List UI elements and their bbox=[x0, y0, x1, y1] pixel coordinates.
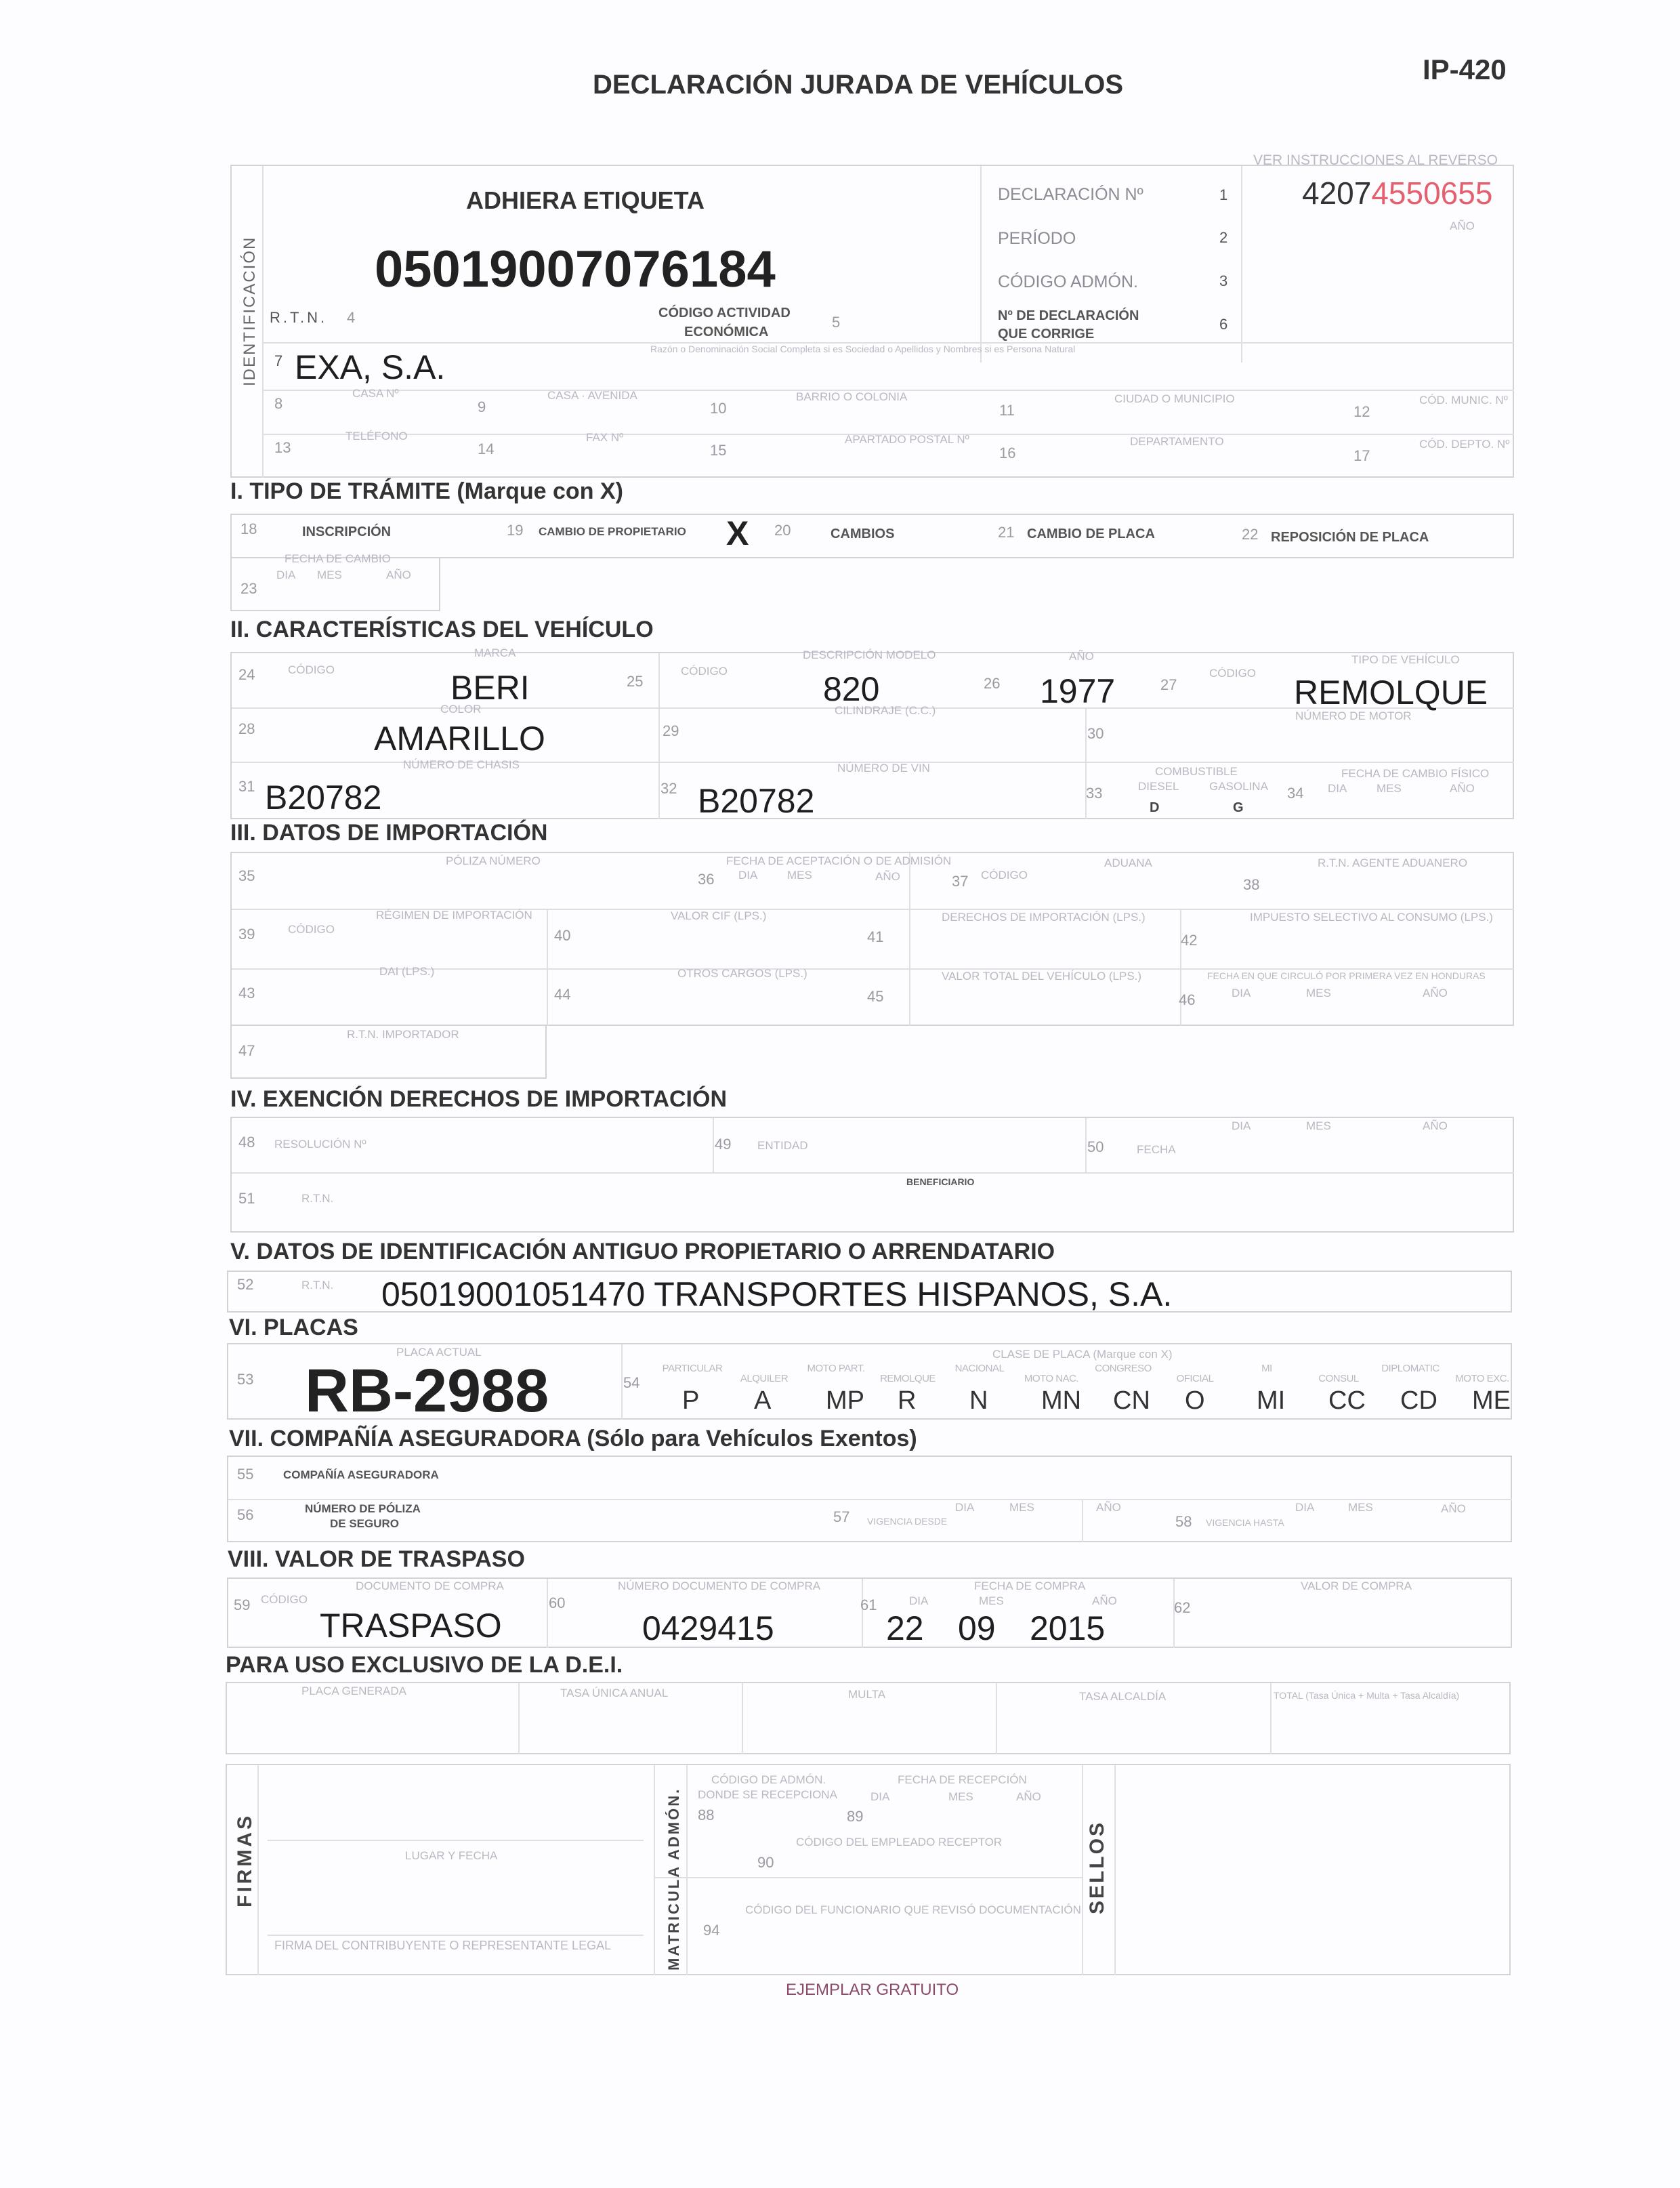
field-label: PÓLIZA NÚMERO bbox=[446, 854, 541, 867]
field-label: FECHA DE CAMBIO bbox=[285, 552, 391, 565]
field-number: 47 bbox=[238, 1042, 255, 1059]
field-number: 94 bbox=[703, 1922, 720, 1939]
field-number: 55 bbox=[237, 1466, 254, 1483]
field-label: DERECHOS DE IMPORTACIÓN (LPS.) bbox=[942, 911, 1146, 924]
free-copy-note: EJEMPLAR GRATUITO bbox=[786, 1981, 959, 1999]
field-label: DEPARTAMENTO bbox=[1130, 435, 1224, 448]
field-label: VIGENCIA DESDE bbox=[867, 1516, 948, 1527]
field-number: 89 bbox=[847, 1808, 864, 1825]
column-label: TOTAL (Tasa Única + Multa + Tasa Alcaldía) bbox=[1274, 1690, 1460, 1701]
field-number: 23 bbox=[240, 580, 257, 597]
year-label: AÑO bbox=[1423, 987, 1448, 999]
field-number: 7 bbox=[274, 352, 283, 369]
plate-type-option[interactable]: CD bbox=[1400, 1386, 1437, 1415]
selected-mark: X bbox=[726, 514, 749, 552]
vehicle-year: 1977 bbox=[1040, 672, 1116, 710]
signatures-side-label: FIRMAS bbox=[234, 1813, 256, 1907]
day-label: DIA bbox=[738, 869, 758, 882]
field-number: 4 bbox=[347, 309, 356, 326]
field-label: FECHA EN QUE CIRCULÓ POR PRIMERA VEZ EN HONDURAS bbox=[1207, 970, 1486, 981]
field-label: CÓD. MUNIC. Nº bbox=[1419, 394, 1508, 407]
field-number: 56 bbox=[237, 1506, 254, 1523]
vin-number: B20782 bbox=[698, 782, 815, 820]
field-label: ENTIDAD bbox=[757, 1139, 808, 1152]
field-label: MARCA bbox=[474, 646, 516, 659]
plate-type-label: REMOLQUE bbox=[880, 1373, 936, 1384]
stamps-side-label: SELLOS bbox=[1086, 1820, 1108, 1914]
plate-type-option[interactable]: CN bbox=[1113, 1386, 1150, 1415]
field-number: 32 bbox=[660, 780, 677, 797]
field-label: NÚMERO DOCUMENTO DE COMPRA bbox=[618, 1580, 821, 1592]
field-number: 33 bbox=[1086, 785, 1103, 802]
field-number: 5 bbox=[832, 314, 841, 331]
field-number: 42 bbox=[1181, 932, 1198, 949]
day-label: DIA bbox=[909, 1594, 929, 1607]
exemption-section bbox=[230, 1117, 1514, 1233]
identification-section bbox=[230, 165, 1514, 478]
field-label: FAX Nº bbox=[586, 431, 624, 444]
field-number: 29 bbox=[663, 722, 679, 739]
field-number: 16 bbox=[999, 445, 1016, 461]
field-label: RÉGIMEN DE IMPORTACIÓN bbox=[376, 909, 532, 922]
field-label: VALOR DE COMPRA bbox=[1301, 1580, 1412, 1592]
field-label: FECHA DE RECEPCIÓN bbox=[898, 1773, 1027, 1786]
field-label: NÚMERO DE MOTOR bbox=[1295, 709, 1412, 722]
column-label: TASA ÚNICA ANUAL bbox=[560, 1687, 669, 1699]
plate-type-option[interactable]: O bbox=[1185, 1386, 1205, 1415]
activity-label-1: CÓDIGO ACTIVIDAD bbox=[658, 306, 791, 321]
field-number: 19 bbox=[507, 522, 524, 539]
day-label: DIA bbox=[870, 1790, 890, 1803]
field-number: 58 bbox=[1175, 1513, 1192, 1530]
field-label: DESCRIPCIÓN MODELO bbox=[803, 648, 936, 661]
plate-type-option[interactable]: MP bbox=[826, 1386, 864, 1415]
sticker-value: 05019007076184 bbox=[375, 241, 776, 298]
field-label: CÓDIGO bbox=[1209, 667, 1256, 680]
month-label: MES bbox=[1306, 1119, 1331, 1132]
field-label: AÑO bbox=[1069, 650, 1094, 663]
field-label: DOCUMENTO DE COMPRA bbox=[356, 1580, 504, 1592]
field-number: 49 bbox=[715, 1136, 732, 1153]
month-label: MES bbox=[979, 1594, 1004, 1607]
field-number: 37 bbox=[952, 873, 969, 890]
purchase-year: 2015 bbox=[1030, 1609, 1106, 1647]
field-number: 43 bbox=[238, 985, 255, 1002]
field-label: CÓDIGO bbox=[981, 869, 1028, 882]
field-label: DE SEGURO bbox=[330, 1517, 400, 1530]
field-label: NÚMERO DE CHASIS bbox=[403, 758, 520, 771]
field-label: NÚMERO DE VIN bbox=[837, 762, 930, 775]
field-number: 27 bbox=[1160, 676, 1177, 693]
field-label: DONDE SE RECEPCIONA bbox=[698, 1788, 837, 1801]
field-number: 21 bbox=[998, 524, 1015, 541]
field-number: 48 bbox=[238, 1134, 255, 1151]
field-label: VALOR CIF (LPS.) bbox=[671, 909, 767, 922]
field-label: BARRIO O COLONIA bbox=[796, 390, 908, 403]
change-date-box bbox=[230, 557, 440, 611]
section-title: I. TIPO DE TRÁMITE (Marque con X) bbox=[230, 478, 623, 504]
field-number: 54 bbox=[623, 1374, 640, 1391]
field-label: VALOR TOTAL DEL VEHÍCULO (LPS.) bbox=[942, 970, 1142, 983]
field-number: 6 bbox=[1219, 316, 1228, 333]
field-number: 14 bbox=[478, 440, 495, 457]
option-cambios[interactable]: CAMBIOS bbox=[831, 527, 895, 541]
year-label: AÑO bbox=[1450, 220, 1475, 232]
fuel-gasoline-option[interactable]: G bbox=[1233, 800, 1244, 815]
column-label: TASA ALCALDÍA bbox=[1079, 1690, 1167, 1703]
plate-type-option[interactable]: N bbox=[969, 1386, 988, 1415]
field-number: 90 bbox=[757, 1854, 774, 1871]
field-number: 18 bbox=[240, 520, 257, 537]
month-label: MES bbox=[1348, 1501, 1373, 1514]
year-label: AÑO bbox=[386, 569, 411, 581]
month-label: MES bbox=[1377, 782, 1402, 795]
field-label: TIPO DE VEHÍCULO bbox=[1351, 653, 1460, 666]
field-number: 34 bbox=[1287, 785, 1304, 802]
field-number: 17 bbox=[1353, 447, 1370, 464]
year-label: AÑO bbox=[875, 870, 900, 883]
field-label: LUGAR Y FECHA bbox=[405, 1849, 498, 1862]
field-number: 46 bbox=[1179, 991, 1196, 1008]
field-number: 30 bbox=[1087, 725, 1104, 742]
field-label: CLASE DE PLACA (Marque con X) bbox=[992, 1348, 1173, 1361]
plate-type-option[interactable]: ME bbox=[1472, 1386, 1511, 1415]
field-number: 52 bbox=[237, 1276, 254, 1293]
field-label: RESOLUCIÓN Nº bbox=[274, 1138, 366, 1151]
plate-type-option[interactable]: CC bbox=[1328, 1386, 1366, 1415]
chassis-number: B20782 bbox=[265, 779, 382, 817]
field-label: FECHA DE ACEPTACIÓN O DE ADMISIÓN bbox=[726, 854, 952, 867]
field-number: 25 bbox=[627, 673, 644, 690]
taxpayer-name: EXA, S.A. bbox=[295, 348, 446, 386]
field-number: 40 bbox=[554, 927, 571, 944]
declaration-label: DECLARACIÓN Nº bbox=[998, 185, 1143, 204]
field-label: APARTADO POSTAL Nº bbox=[845, 433, 969, 446]
field-label: CÓD. DEPTO. Nº bbox=[1419, 438, 1510, 451]
field-label: CIUDAD O MUNICIPIO bbox=[1114, 392, 1235, 405]
plate-type-label: ALQUILER bbox=[740, 1373, 789, 1384]
column-label: PLACA GENERADA bbox=[301, 1685, 406, 1697]
field-label: DIESEL bbox=[1138, 780, 1179, 793]
field-number: 88 bbox=[698, 1807, 715, 1823]
field-label: VIGENCIA HASTA bbox=[1206, 1517, 1284, 1528]
field-label: R.T.N. bbox=[301, 1192, 334, 1205]
section-title: V. DATOS DE IDENTIFICACIÓN ANTIGUO PROPIETARIO O ARRENDATARIO bbox=[230, 1239, 1055, 1264]
section-title: VII. COMPAÑÍA ASEGURADORA (Sólo para Vehículos Exentos) bbox=[229, 1426, 917, 1451]
month-label: MES bbox=[948, 1790, 973, 1803]
vehicle-make: BERI bbox=[450, 669, 530, 707]
field-label: IMPUESTO SELECTIVO AL CONSUMO (LPS.) bbox=[1250, 911, 1493, 924]
day-label: DIA bbox=[276, 569, 296, 581]
corrects-label-2: QUE CORRIGE bbox=[998, 327, 1095, 342]
field-number: 1 bbox=[1219, 186, 1228, 203]
field-label: FECHA DE COMPRA bbox=[974, 1580, 1086, 1592]
option-cambio-propietario[interactable]: CAMBIO DE PROPIETARIO bbox=[539, 525, 686, 538]
field-label: R.T.N. IMPORTADOR bbox=[347, 1028, 459, 1041]
year-label: AÑO bbox=[1092, 1594, 1117, 1607]
fuel-diesel-option[interactable]: D bbox=[1150, 800, 1160, 815]
field-label: CÓDIGO bbox=[681, 665, 728, 678]
field-number: 10 bbox=[710, 400, 727, 417]
day-label: DIA bbox=[1232, 987, 1251, 999]
day-label: DIA bbox=[1232, 1119, 1251, 1132]
field-number: 61 bbox=[860, 1596, 877, 1613]
field-label: CASA · AVENIDA bbox=[547, 389, 637, 402]
field-label: PLACA ACTUAL bbox=[396, 1346, 482, 1359]
field-number: 31 bbox=[238, 778, 255, 795]
field-label: CÓDIGO DE ADMÓN. bbox=[711, 1773, 826, 1786]
plate-type-label: MOTO NAC. bbox=[1024, 1373, 1079, 1384]
activity-label-2: ECONÓMICA bbox=[684, 325, 769, 339]
form-code: IP-420 bbox=[1423, 54, 1507, 85]
field-number: 35 bbox=[238, 867, 255, 884]
field-number: 41 bbox=[867, 928, 884, 945]
field-number: 36 bbox=[698, 871, 715, 888]
instructions-note: VER INSTRUCCIONES AL REVERSO bbox=[1253, 152, 1498, 168]
field-number: 9 bbox=[478, 398, 486, 415]
plate-type-option[interactable]: MI bbox=[1257, 1386, 1286, 1415]
plate-type-label: MOTO PART. bbox=[807, 1363, 865, 1374]
field-number: 59 bbox=[234, 1596, 251, 1613]
plate-type-option[interactable]: R bbox=[898, 1386, 917, 1415]
corrects-label-1: Nº DE DECLARACIÓN bbox=[998, 308, 1139, 323]
declaration-number bbox=[1302, 178, 1492, 209]
section-title: PARA USO EXCLUSIVO DE LA D.E.I. bbox=[226, 1652, 623, 1678]
field-label: CÓDIGO bbox=[288, 923, 335, 936]
purchase-document: TRASPASO bbox=[320, 1607, 502, 1645]
declaration-number-red: 4550655 bbox=[1371, 176, 1493, 211]
plate-type-label: OFICIAL bbox=[1176, 1373, 1214, 1384]
month-label: MES bbox=[787, 869, 812, 882]
column-label: MULTA bbox=[848, 1688, 886, 1701]
period-label: PERÍODO bbox=[998, 229, 1076, 248]
field-label: COLOR bbox=[440, 703, 482, 716]
field-number: 26 bbox=[984, 675, 1001, 692]
matricula-side-label: MATRICULA bbox=[665, 1864, 682, 1970]
field-number: 11 bbox=[999, 402, 1015, 419]
field-number: 13 bbox=[274, 439, 291, 456]
field-label: CÓDIGO DEL FUNCIONARIO QUE REVISÓ DOCUMENTACIÓN bbox=[745, 1903, 1081, 1916]
field-number: 28 bbox=[238, 720, 255, 737]
vehicle-model: 820 bbox=[823, 670, 880, 708]
field-label: TELÉFONO bbox=[345, 430, 408, 442]
field-label: CASA Nº bbox=[352, 387, 399, 400]
field-number: 22 bbox=[1242, 526, 1259, 543]
plate-type-label: DIPLOMATIC bbox=[1381, 1363, 1440, 1374]
field-label: R.T.N. bbox=[301, 1279, 334, 1292]
field-label: GASOLINA bbox=[1209, 780, 1268, 793]
field-number: 51 bbox=[238, 1190, 255, 1207]
day-label: DIA bbox=[1295, 1501, 1315, 1514]
field-label: COMBUSTIBLE bbox=[1155, 765, 1238, 778]
year-label: AÑO bbox=[1096, 1501, 1121, 1514]
previous-owner-value: 05019001051470 TRANSPORTES HISPANOS, S.A. bbox=[381, 1275, 1173, 1313]
day-label: DIA bbox=[1328, 782, 1347, 795]
field-number: 53 bbox=[237, 1371, 254, 1388]
identification-side-label: IDENTIFICACIÓN bbox=[240, 236, 259, 386]
section-title: II. CARACTERÍSTICAS DEL VEHÍCULO bbox=[230, 617, 654, 642]
admon-code-label: CÓDIGO ADMÓN. bbox=[998, 272, 1138, 291]
section-title: III. DATOS DE IMPORTACIÓN bbox=[230, 820, 548, 846]
declaration-number-prefix: 4207 bbox=[1302, 176, 1372, 211]
month-label: MES bbox=[1009, 1501, 1034, 1514]
field-number: 24 bbox=[238, 666, 255, 683]
field-label: DAI (LPS.) bbox=[379, 965, 435, 978]
field-label: R.T.N. AGENTE ADUANERO bbox=[1318, 856, 1468, 869]
section-title: IV. EXENCIÓN DERECHOS DE IMPORTACIÓN bbox=[230, 1086, 727, 1112]
form-title: DECLARACIÓN JURADA DE VEHÍCULOS bbox=[593, 70, 1124, 100]
field-label: FECHA DE CAMBIO FÍSICO bbox=[1341, 767, 1490, 780]
field-number: 8 bbox=[274, 395, 283, 412]
option-reposicion-placa[interactable]: REPOSICIÓN DE PLACA bbox=[1271, 530, 1429, 545]
signature-line-label: FIRMA DEL CONTRIBUYENTE O REPRESENTANTE LEGAL bbox=[274, 1939, 612, 1952]
purchase-day: 22 bbox=[886, 1609, 924, 1647]
name-hint: Razón o Denominación Social Completa si es Sociedad o Apellidos y Nombres si es Persona Natural bbox=[650, 344, 1076, 354]
field-label: CÓDIGO bbox=[261, 1593, 308, 1606]
field-number: 39 bbox=[238, 926, 255, 943]
plate-type-label: CONSUL bbox=[1318, 1373, 1359, 1384]
option-inscripcion[interactable]: INSCRIPCIÓN bbox=[302, 524, 392, 539]
field-label: NÚMERO DE PÓLIZA bbox=[305, 1502, 421, 1515]
field-number: 12 bbox=[1353, 403, 1370, 420]
plate-type-label: MI bbox=[1261, 1363, 1272, 1374]
section-title: VIII. VALOR DE TRASPASO bbox=[228, 1546, 525, 1572]
year-label: AÑO bbox=[1016, 1790, 1041, 1803]
field-label: CÓDIGO DEL EMPLEADO RECEPTOR bbox=[796, 1836, 1003, 1849]
plate-type-option[interactable]: MN bbox=[1041, 1386, 1082, 1415]
field-number: 2 bbox=[1219, 229, 1228, 246]
vehicle-color: AMARILLO bbox=[374, 720, 545, 758]
plate-type-label: MOTO EXC. bbox=[1455, 1373, 1509, 1384]
field-label: COMPAÑÍA ASEGURADORA bbox=[283, 1468, 439, 1481]
field-number: 38 bbox=[1243, 876, 1260, 893]
year-label: AÑO bbox=[1450, 782, 1475, 795]
plate-type-label: NACIONAL bbox=[954, 1363, 1005, 1374]
plate-type-label: PARTICULAR bbox=[662, 1363, 723, 1374]
field-number: 44 bbox=[554, 986, 571, 1003]
field-label: CÓDIGO bbox=[288, 663, 335, 676]
vehicle-type: REMOLQUE bbox=[1294, 674, 1488, 711]
rtn-label: R.T.N. bbox=[270, 309, 328, 326]
plate-type-option[interactable]: A bbox=[754, 1386, 772, 1415]
field-number: 50 bbox=[1087, 1138, 1104, 1155]
purchase-month: 09 bbox=[958, 1609, 996, 1647]
field-number: 20 bbox=[774, 522, 791, 539]
field-label: CILINDRAJE (C.C.) bbox=[835, 704, 936, 717]
field-label: OTROS CARGOS (LPS.) bbox=[677, 967, 807, 980]
year-label: AÑO bbox=[1441, 1502, 1466, 1515]
month-label: MES bbox=[317, 569, 342, 581]
current-plate: RB-2988 bbox=[305, 1357, 549, 1425]
field-number: 60 bbox=[549, 1594, 566, 1611]
section-title: VI. PLACAS bbox=[229, 1315, 358, 1340]
day-label: DIA bbox=[955, 1501, 975, 1514]
month-label: MES bbox=[1306, 987, 1331, 999]
plate-type-option[interactable]: P bbox=[682, 1386, 700, 1415]
field-number: 57 bbox=[833, 1508, 850, 1525]
field-label: FECHA bbox=[1137, 1143, 1176, 1156]
field-number: 62 bbox=[1174, 1599, 1191, 1616]
plate-type-label: CONGRESO bbox=[1095, 1363, 1152, 1374]
field-label: ADUANA bbox=[1104, 856, 1152, 869]
sticker-label: ADHIERA ETIQUETA bbox=[466, 186, 705, 214]
purchase-document-number: 0429415 bbox=[642, 1609, 774, 1647]
field-number: 45 bbox=[867, 988, 884, 1005]
option-cambio-placa[interactable]: CAMBIO DE PLACA bbox=[1027, 527, 1155, 541]
field-number: 3 bbox=[1219, 272, 1228, 289]
admon-side-label: ADMÓN. bbox=[665, 1787, 682, 1860]
beneficiary-label: BENEFICIARIO bbox=[906, 1176, 975, 1187]
year-label: AÑO bbox=[1423, 1119, 1448, 1132]
field-number: 15 bbox=[710, 442, 727, 459]
